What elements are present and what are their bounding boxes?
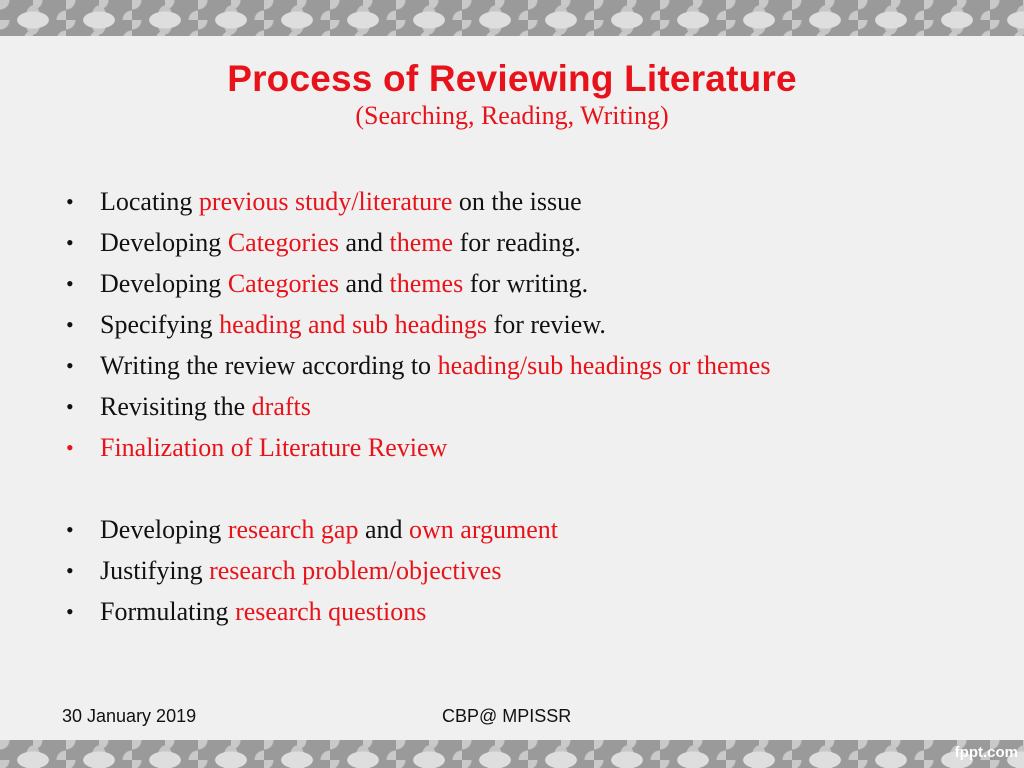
bullet-text: Developing — [100, 269, 228, 298]
bullet-text: on the issue — [452, 187, 582, 216]
watermark-logo: fppt.com — [954, 744, 1018, 761]
bullet-text: Revisiting the — [100, 392, 252, 421]
bullet-dot-icon: • — [66, 558, 74, 583]
bullet-item — [66, 389, 986, 430]
bullet-dot-icon: • — [66, 230, 74, 255]
highlighted-text: previous study/literature — [198, 187, 453, 216]
bottom-decorative-banner — [0, 740, 1024, 768]
bullet-dot-icon: • — [66, 599, 74, 624]
bullet-dot-icon: • — [66, 435, 74, 460]
slide-subtitle: (Searching, Reading, Writing) — [355, 101, 669, 130]
bullet-item — [66, 184, 986, 225]
highlighted-text: Categories — [227, 269, 339, 298]
bullet-item — [66, 553, 986, 594]
bullet-dot-icon: • — [66, 189, 74, 214]
footer-date: 30 January 2019 — [62, 706, 197, 726]
bullet-dot-icon: • — [66, 271, 74, 296]
bullet-dot-icon: • — [66, 517, 74, 542]
highlighted-text: theme — [389, 228, 454, 257]
highlighted-text: themes — [389, 269, 464, 298]
bullet-item — [66, 430, 986, 471]
highlighted-text: own argument — [409, 515, 558, 544]
bullet-text: Developing — [100, 228, 228, 257]
bullet-text: and — [339, 269, 390, 298]
bullet-text: and — [358, 515, 409, 544]
bullet-list — [66, 184, 986, 635]
highlighted-text: research gap — [227, 515, 359, 544]
highlighted-text: Finalization of Literature Review — [100, 433, 448, 462]
footer-organization: CBP@ MPISSR — [442, 706, 572, 726]
bullet-text: for reading. — [453, 228, 581, 257]
highlighted-text: heading/sub headings or themes — [437, 351, 771, 380]
bullet-item — [66, 225, 986, 266]
bullet-dot-icon: • — [66, 312, 74, 337]
bullet-dot-icon: • — [66, 394, 74, 419]
slide-title: Process of Reviewing Literature — [227, 58, 797, 99]
bullet-item — [66, 512, 986, 553]
top-decorative-banner — [0, 0, 1024, 36]
bullet-dot-icon: • — [66, 353, 74, 378]
highlighted-text: research problem/objectives — [209, 556, 502, 585]
bullet-text: Writing the review according to — [100, 351, 438, 380]
bullet-text: for writing. — [463, 269, 589, 298]
bullet-text: for review. — [487, 310, 606, 339]
bullet-text: Specifying — [100, 310, 220, 339]
bullet-item — [66, 594, 986, 635]
highlighted-text: heading and sub headings — [219, 310, 488, 339]
bullet-text: Justifying — [100, 556, 210, 585]
bullet-item — [66, 348, 986, 389]
bullet-text: Formulating — [100, 597, 236, 626]
bullet-text: Developing — [100, 515, 228, 544]
bullet-text: and — [339, 228, 390, 257]
bullet-text: Locating — [100, 187, 199, 216]
bullet-item — [66, 307, 986, 348]
highlighted-text: research questions — [235, 597, 427, 626]
highlighted-text: Categories — [227, 228, 339, 257]
bullet-item — [66, 266, 986, 307]
highlighted-text: drafts — [251, 392, 311, 421]
